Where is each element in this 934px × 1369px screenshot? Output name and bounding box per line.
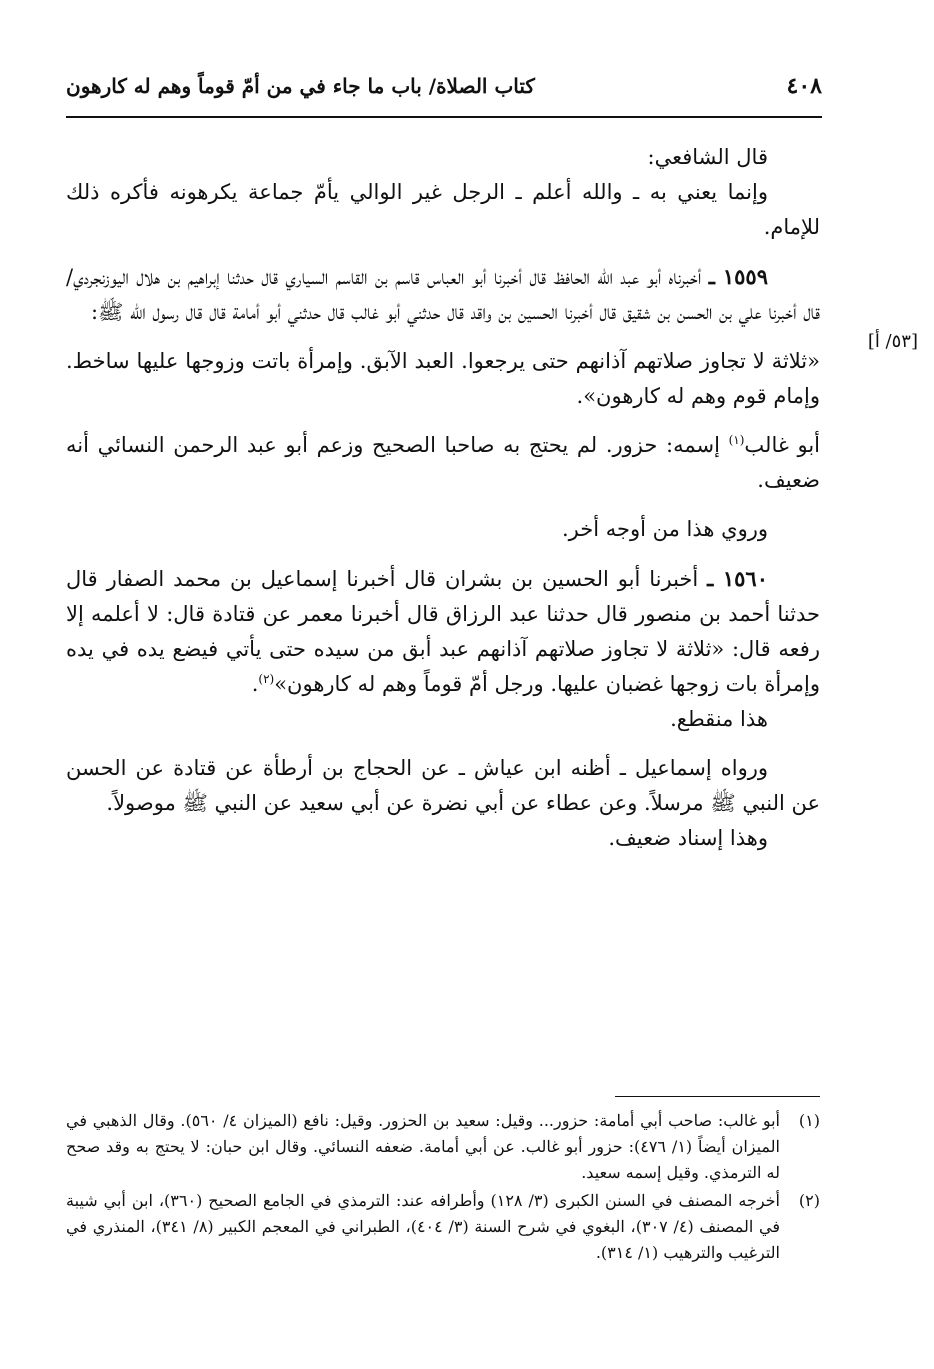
abu-ghalib-note: [66, 428, 820, 498]
ismail-narration: ورواه إسماعيل ـ أظنه ابن عياش ـ عن الحجاج بن أرطأة عن قتادة عن الحسن عن النبي ﷺ مرسلاً. وعن عطاء عن أبي نضرة عن أبي سعيد عن النبي ﷺ موصولاً.: [66, 756, 820, 815]
header-rule: [66, 116, 822, 118]
footnote-mark: (١): [798, 1111, 820, 1130]
hadith-number-1560: ١٥٦٠ ـ: [707, 566, 768, 591]
footnotes: [66, 1108, 820, 1268]
footnote-ref-2: (٢): [258, 672, 275, 686]
munqati-note: هذا منقطع.: [670, 707, 768, 731]
footnote-1: [66, 1108, 820, 1186]
hadith-1560-text: أخبرنا أبو الحسين بن بشران قال أخبرنا إسماعيل بن محمد الصفار قال حدثنا أحمد بن منصور قال حدثنا عبد الرزاق قال أخبرنا معمر عن قتادة قال: لا أعلمه إلا رفعه قال: «ثلاثة لا تجاوز صلاتهم آذانهم عبد أبق من سيده حتى يأتي فيضع يده في يده وإمرأة بات زوجها غضبان عليها. ورجل أمّ قوماً وهم له كارهون»: [66, 567, 820, 696]
margin-reference: [٥٣/ أ]: [867, 331, 918, 352]
hadith-1559-matn: «ثلاثة لا تجاوز صلاتهم آذانهم حتى يرجعوا. العبد الآبق. وإمرأة باتت وزوجها عليها ساخط. وإمام قوم وهم له كارهون».: [66, 349, 820, 408]
hadith-1560: [66, 561, 820, 702]
paragraph-shafii-label: قال الشافعي:: [647, 145, 768, 169]
footnote-2: [66, 1188, 820, 1266]
hadith-1559-text: أخبرناه أبو عبد الله الحافظ قال أخبرنا أبو العباس قاسم بن القاسم السياري قال حدثنا إبراهيم بن هلال اليوزنجردي/ قال أخبرنا علي بن الحسن بن شقيق قال أخبرنا الحسين بن واقد قال حدثني أبو غالب قال حدثني أبو أمامة قال قال رسول الله ﷺ:: [66, 265, 820, 324]
footnote-mark: (٢): [798, 1191, 820, 1210]
main-text: [66, 140, 820, 870]
abu-ghalib-text: إسمه: حزور. لم يحتج به صاحبا الصحيح وزعم أبو عبد الرحمن النسائي أنه ضعيف.: [66, 433, 820, 492]
hadith-1559: [66, 259, 820, 330]
abu-ghalib-name: أبو غالب: [744, 433, 820, 457]
other-chains-note: وروي هذا من أوجه أخر.: [561, 517, 768, 541]
running-header: [66, 66, 822, 106]
weak-chain-note: وهذا إسناد ضعيف.: [608, 826, 768, 850]
footnote-text: أخرجه المصنف في السنن الكبرى (٣/ ١٢٨) وأطرافه عند: الترمذي في الجامع الصحيح (٣٦٠)، ابن أبي شيبة في المصنف (٤/ ٣٠٧)، البغوي في شرح السنة (٣/ ٤٠٤)، الطبراني في المعجم الكبير (٨/ ٣٤١)، المنذري في الترغيب والترهيب (١/ ٣١٤).: [66, 1191, 780, 1262]
footnote-text: أبو غالب: صاحب أبي أمامة: حزور... وقيل: سعيد بن الحزور. وقيل: نافع (الميزان ٤/ ٥٦٠). وقال الذهبي في الميزان أيضاً (١/ ٤٧٦): حزور أبو غالب. عن أبي أمامة. ضعفه النسائي. وقال ابن حبان: لا يحتج به وقد صحح له الترمذي. وقيل إسمه سعيد.: [66, 1111, 781, 1182]
hadith-number-1559: ١٥٥٩ ـ: [708, 264, 768, 289]
footnote-ref-1: (١): [728, 433, 745, 447]
paragraph-shafii-text: وإنما يعني به ـ والله أعلم ـ الرجل غير الوالي يأمّ جماعة يكرهونه فأكره ذلك للإمام.: [66, 180, 820, 239]
running-title: كتاب الصلاة/ باب ما جاء في من أمّ قوماً وهم له كارهون: [66, 74, 535, 98]
page-number: ٤٠٨: [786, 73, 822, 99]
footnote-separator: [615, 1096, 820, 1097]
hadith-1560-end: .: [251, 672, 259, 696]
